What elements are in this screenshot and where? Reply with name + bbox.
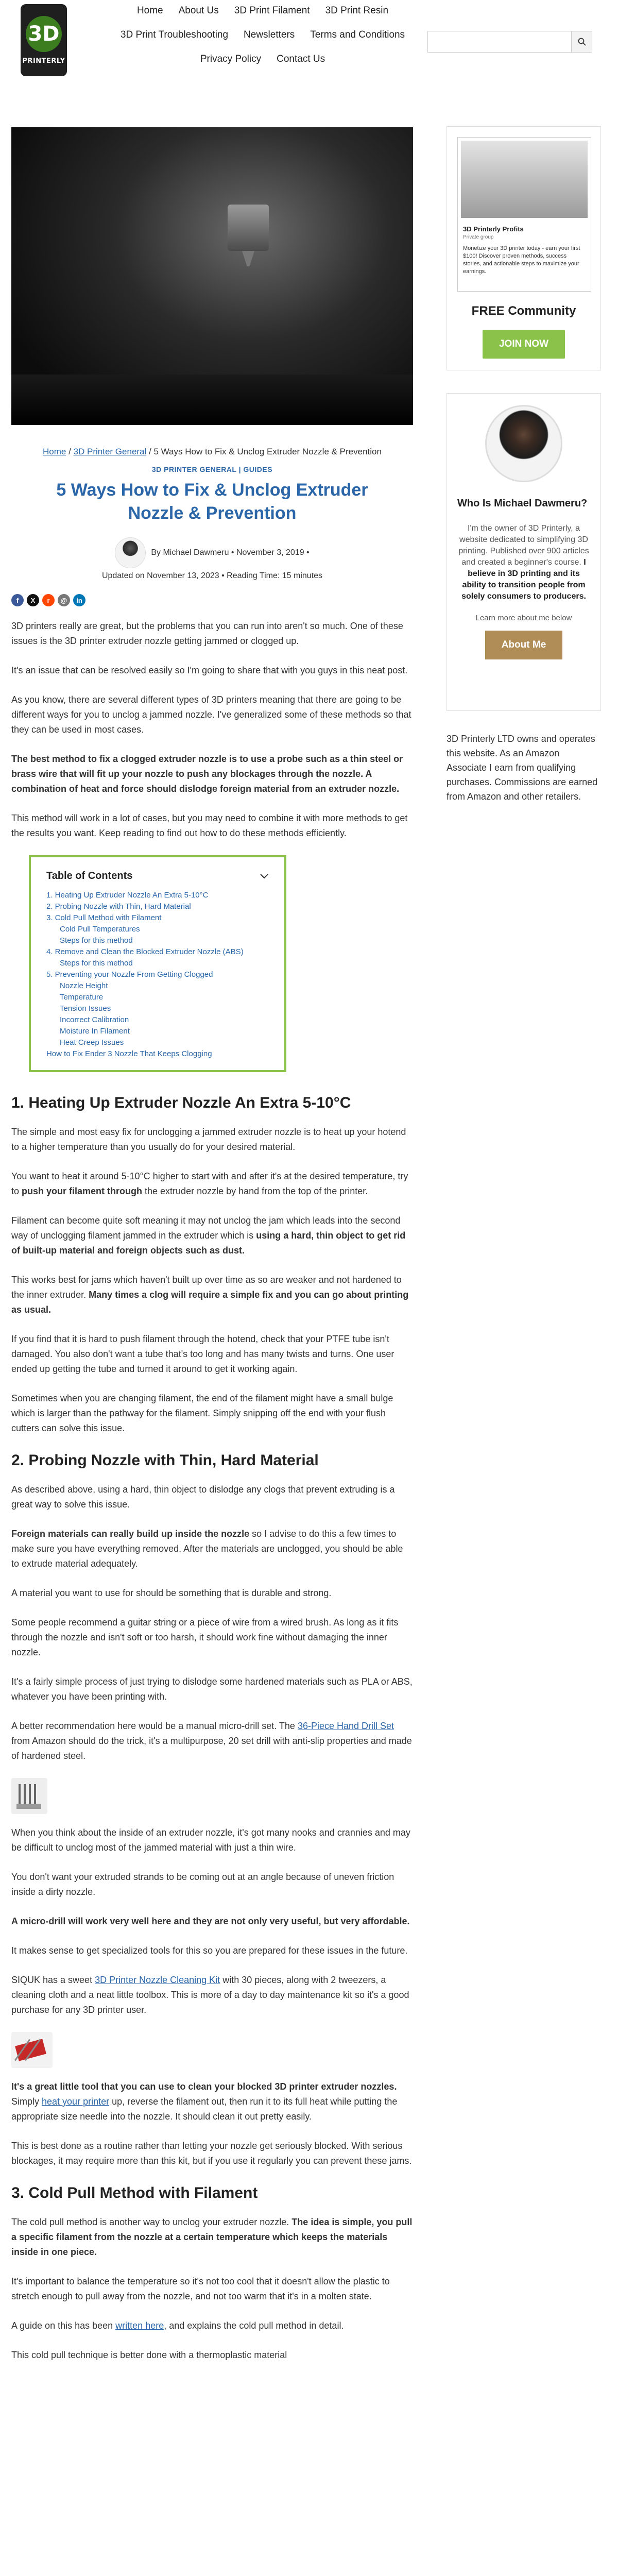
section-heading-2: 2. Probing Nozzle with Thin, Hard Material [11, 1452, 319, 1469]
paragraph: Sometimes when you are changing filament, the end of the filament might have a small bulge which is larger than the pathway for the filament. Simply snipping off the end with your flush cutters can solve this issue. [11, 1393, 393, 1433]
bold-text: A micro-drill will work very well here and they are not only very useful, but very affordable. [11, 1916, 410, 1926]
text: A better recommendation here would be a manual micro-drill set. The [11, 1721, 298, 1731]
bold-text: It's a great little tool that you can use to clean your blocked 3D printer extruder nozzles. [11, 2081, 397, 2092]
search-icon [578, 38, 586, 46]
author-photo [485, 405, 562, 482]
search-input[interactable] [428, 31, 571, 52]
community-banner[interactable] [457, 137, 591, 292]
category-tag[interactable]: 3D PRINTER GENERAL | GUIDES [151, 465, 273, 473]
nav-filament[interactable]: 3D Print Filament [234, 5, 310, 16]
hero-nozzle-shape [228, 205, 269, 251]
nav-about[interactable]: About Us [178, 5, 219, 16]
search-box [427, 31, 592, 53]
affiliate-disclosure: 3D Printerly LTD owns and operates this website. As an Amazon Associate I earn from qualifying purchases. Commissions are earned from Amazon and other retailers. [447, 734, 598, 802]
bold-text: Many times a clog will require a simple fix and you can go about printing as usual. [11, 1290, 409, 1315]
intro-paragraph: As you know, there are several different types of 3D printers meaning that there are going to be different ways for you to unclog a jammed nozzle. I've generalized some of these methods so that they can be used in most cases. [11, 694, 411, 735]
paragraph [11, 1213, 413, 1258]
bio-text: I'm the owner of 3D Printerly, a website dedicated to simplifying 3D printing. Published over 900 articles and created a beginner's course. [458, 524, 589, 567]
nav-privacy[interactable]: Privacy Policy [200, 54, 262, 64]
site-logo[interactable] [21, 4, 67, 76]
toc-item[interactable]: 4. Remove and Clean the Blocked Extruder Nozzle (ABS) [46, 947, 244, 956]
text: up, reverse the filament out, then run it to its full heat while putting the appropriate size needle into the nozzle. It should clean it out pretty easily. [11, 2096, 398, 2122]
breadcrumb-sep: / [146, 447, 154, 456]
community-banner-sub: Private group [463, 234, 494, 240]
toc-list [46, 890, 269, 1060]
paragraph: A material you want to use for should be something that is durable and strong. [11, 1588, 332, 1598]
paragraph: It's important to balance the temperature so it's not too cool that it doesn't allow the plastic to stretch enough to pull away from the nozzle, and not too warm that it's in a molten state. [11, 2276, 390, 2301]
paragraph [11, 1169, 413, 1199]
author-avatar [115, 537, 146, 568]
toc-item[interactable]: Moisture In Filament [60, 1027, 130, 1036]
nav-terms[interactable]: Terms and Conditions [310, 29, 405, 40]
logo-mark: 3D [26, 16, 62, 52]
free-community-heading: FREE Community [471, 304, 576, 318]
toc-title: Table of Contents [46, 870, 133, 882]
text: The cold pull method is another way to unclog your extruder nozzle. [11, 2217, 292, 2227]
hero-nozzle-tip [242, 251, 254, 266]
article-body [11, 619, 413, 2363]
cold-pull-guide-link[interactable]: written here [115, 2320, 164, 2331]
paragraph: When you think about the inside of an extruder nozzle, it's got many nooks and crannies and may be difficult to unclog most of the jammed material with just a thin wire. [11, 1827, 410, 1853]
article-main [11, 127, 413, 2377]
toc-item[interactable]: Nozzle Height [60, 981, 108, 990]
hero-print-bed [11, 375, 413, 425]
email-icon[interactable]: @ [58, 594, 70, 606]
text: A guide on this has been [11, 2320, 116, 2331]
paragraph [11, 1914, 413, 1929]
breadcrumb-home[interactable]: Home [43, 447, 66, 456]
paragraph: It makes sense to get specialized tools for this so you are prepared for these issues in the future. [11, 1945, 408, 1956]
text: Simply [11, 2096, 42, 2107]
text: so I advise to do this a few times to make sure you have everything removed. After the materials are unclogged, you should be able to extrude material adequately. [11, 1529, 403, 1569]
author-heading: Who Is Michael Dawmeru? [457, 498, 588, 509]
drill-set-link[interactable]: 36-Piece Hand Drill Set [297, 1721, 394, 1731]
toc-item[interactable]: How to Fix Ender 3 Nozzle That Keeps Clogging [46, 1049, 212, 1058]
drill-set-product-image[interactable] [11, 1778, 47, 1814]
paragraph: This cold pull technique is better done with a thermoplastic material [11, 2350, 287, 2360]
cleaning-kit-link[interactable]: 3D Printer Nozzle Cleaning Kit [95, 1975, 220, 1985]
bold-text: push your filament through [22, 1186, 143, 1196]
intro-paragraph: This method will work in a lot of cases, but you may need to combine it with more methods to get the results you want. Keep reading to find out how to do these methods efficiently. [11, 813, 408, 838]
paragraph: If you find that it is hard to push filament through the hotend, check that your PTFE tube isn't damaged. You also don't want a tube that's too long and has many twists and turns. One user ended up getting the tube and turned it around to get it working again. [11, 1334, 394, 1374]
toc-item[interactable]: Steps for this method [60, 936, 133, 945]
heat-printer-link[interactable]: heat your printer [42, 2096, 110, 2107]
intro-summary-bold: The best method to fix a clogged extruder nozzle is to use a probe such as a thin steel or brass wire that will fit up your nozzle to push any blockages through the nozzle. A combination of heat and force should dislodge foreign material from an extruder nozzle. [11, 754, 403, 794]
reddit-icon[interactable]: r [42, 594, 55, 606]
breadcrumb-category[interactable]: 3D Printer General [73, 447, 147, 456]
breadcrumb [11, 446, 413, 458]
paragraph [11, 1719, 413, 1764]
nav-resin[interactable]: 3D Print Resin [325, 5, 389, 16]
linkedin-icon[interactable]: in [73, 594, 85, 606]
community-banner-title: 3D Printerly Profits [463, 225, 524, 233]
author-bio [457, 523, 590, 602]
facebook-icon[interactable]: f [11, 594, 24, 606]
paragraph: This is best done as a routine rather than letting your nozzle get seriously blocked. With serious blockages, it may require more than this kit, but if you use it regularly you can prevent these jams. [11, 2141, 412, 2166]
community-banner-desc: Monetize your 3D printer today - earn your first $100! Discover proven methods, success stories, and actionable steps to maximize your earnings. [463, 245, 580, 275]
paragraph [11, 1273, 413, 1317]
toc-item[interactable]: Steps for this method [60, 959, 133, 968]
paragraph [11, 2318, 413, 2333]
intro-summary [11, 752, 413, 796]
x-icon[interactable]: X [27, 594, 39, 606]
text: SIQUK has a sweet [11, 1975, 95, 1985]
toc-item[interactable]: Temperature [60, 993, 104, 1002]
section-heading-1: 1. Heating Up Extruder Nozzle An Extra 5-10°C [11, 1094, 351, 1111]
nav-newsletters[interactable]: Newsletters [244, 29, 295, 40]
nav-row-1 [103, 4, 422, 18]
page-title: 5 Ways How to Fix & Unclog Extruder Nozzle & Prevention [56, 480, 368, 523]
site-header [0, 0, 618, 86]
bio-bold: I believe in 3D printing and its ability to transition people from solely consumers to producers. [461, 558, 586, 601]
bold-text: Foreign materials can really build up inside the nozzle [11, 1529, 250, 1539]
text: from Amazon should do the trick, it's a multipurpose, 20 set drill with anti-slip properties and made of hardened steel. [11, 1736, 412, 1761]
toc-item[interactable]: 2. Probing Nozzle with Thin, Hard Material [46, 902, 191, 911]
text: , and explains the cold pull method in detail. [164, 2320, 344, 2331]
hero-image [11, 127, 413, 425]
toc-item[interactable]: 1. Heating Up Extruder Nozzle An Extra 5-10°C [46, 891, 209, 900]
toc-item[interactable]: Heat Creep Issues [60, 1038, 124, 1047]
paragraph [11, 2215, 413, 2260]
toc-item[interactable]: Tension Issues [60, 1004, 111, 1013]
breadcrumb-current: 5 Ways How to Fix & Unclog Extruder Nozzle & Prevention [153, 447, 382, 456]
intro-paragraph: It's an issue that can be resolved easily so I'm going to share that with you guys in this neat post. [11, 665, 408, 675]
nav-troubleshooting[interactable]: 3D Print Troubleshooting [120, 29, 229, 40]
nav-home[interactable]: Home [136, 5, 163, 16]
updated-date: Updated on November 13, 2023 • Reading Time: 15 minutes [101, 571, 323, 580]
cleaning-kit-product-image[interactable] [11, 2032, 53, 2068]
toc-item[interactable]: 3. Cold Pull Method with Filament [46, 913, 162, 922]
toc-item[interactable]: Cold Pull Temperatures [60, 925, 140, 934]
text: This works best for jams which haven't built up over time as so are weaker and not hardened to the inner extruder. [11, 1275, 402, 1300]
text: Filament can become quite soft meaning it may not unclog the jam which leads into the second way of unclogging filament jammed in the extruder which is [11, 1215, 401, 1241]
chevron-down-icon[interactable] [260, 873, 269, 879]
nav-contact[interactable]: Contact Us [277, 54, 325, 64]
toc-header[interactable] [46, 869, 269, 884]
paragraph: As described above, using a hard, thin object to dislodge any clogs that prevent extruding is a great way to solve this issue. [11, 1484, 395, 1510]
intro-paragraph: 3D printers really are great, but the problems that you can run into aren't so much. One of these issues is the 3D printer extruder nozzle getting jammed or clogged up. [11, 621, 403, 646]
sidebar [447, 126, 601, 804]
text: with 30 pieces, along with 2 tweezers, a cleaning cloth and a neat little toolbox. This is more of a day to day maintenance kit so it's a good purchase for any 3D printer user. [11, 1975, 409, 2015]
community-card [447, 126, 601, 370]
toc-item[interactable]: Incorrect Calibration [60, 1015, 129, 1024]
learn-more-text: Learn more about me below [475, 614, 572, 622]
nav-row-3 [103, 53, 422, 66]
community-banner-photo [461, 141, 588, 218]
paragraph: The simple and most easy fix for unclogging a jammed extruder nozzle is to heat up your hotend to a higher temperature than you usually do for your desired material. [11, 1127, 406, 1152]
bold-text: using a hard, thin object to get rid of built-up material and foreign objects such as dust. [11, 1230, 406, 1256]
search-button[interactable] [571, 31, 592, 52]
main-nav [103, 4, 422, 77]
paragraph: You don't want your extruded strands to be coming out at an angle because of uneven friction inside a dirty nozzle. [11, 1872, 394, 1897]
author-byline [11, 537, 413, 568]
text: the extruder nozzle by hand from the top of the printer. [142, 1186, 368, 1196]
byline-text: By Michael Dawmeru • November 3, 2019 • [151, 548, 310, 557]
breadcrumb-sep: / [66, 447, 74, 456]
section-heading-3: 3. Cold Pull Method with Filament [11, 2184, 258, 2201]
about-me-button[interactable]: About Me [485, 631, 562, 659]
paragraph [11, 1527, 413, 1571]
author-card [447, 393, 601, 711]
paragraph [11, 1973, 413, 2018]
logo-wordmark: PRINTERLY [22, 57, 65, 65]
join-now-button[interactable]: JOIN NOW [483, 330, 565, 359]
paragraph: It's a fairly simple process of just trying to dislodge some hardened materials such as PLA or ABS, whatever you have been printing with. [11, 1676, 413, 1702]
nav-row-2 [103, 28, 422, 42]
paragraph [11, 2079, 413, 2124]
toc-item[interactable]: 5. Preventing your Nozzle From Getting Clogged [46, 970, 213, 979]
share-buttons [11, 594, 413, 606]
paragraph: Some people recommend a guitar string or a piece of wire from a wired brush. As long as it fits through the nozzle and isn't soft or too harsh, it should work fine without damaging the inner nozzle. [11, 1617, 399, 1657]
table-of-contents [29, 855, 286, 1072]
bold-text: The idea is simple, you pull a specific filament from the nozzle at a certain temperature which keeps the materials inside in one piece. [11, 2217, 413, 2257]
text: You want to heat it around 5-10°C higher to start with and after it's at the desired temperature, try to [11, 1171, 408, 1196]
